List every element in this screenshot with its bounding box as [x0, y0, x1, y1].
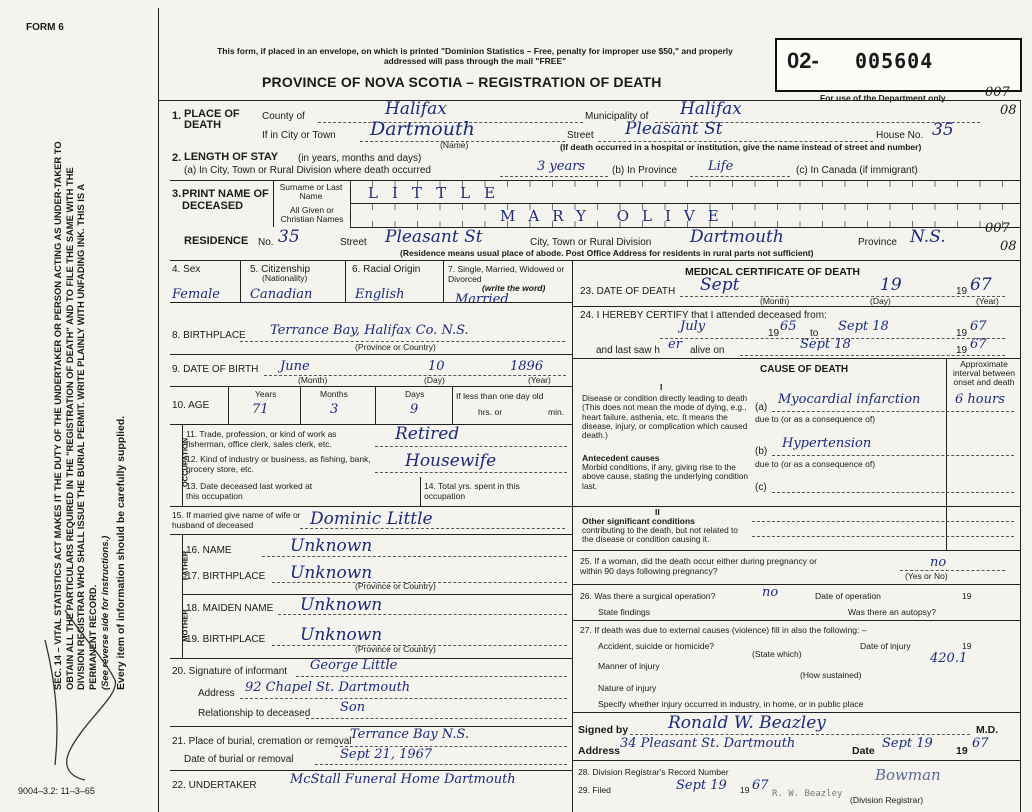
father-birth-value: Unknown — [290, 563, 373, 583]
surname-value: LITTLE — [368, 184, 510, 202]
length-stay-label: LENGTH OF STAY — [184, 151, 279, 163]
age-days-hint: Days — [405, 389, 425, 399]
occupation-label: OCCUPATION — [180, 437, 190, 488]
street-label: Street — [567, 130, 594, 141]
father-birth-label: 17. BIRTHPLACE — [186, 571, 266, 582]
margin-code-2: 08 — [1000, 103, 1017, 118]
signed-by-label: Signed by — [578, 724, 629, 736]
last-worked-label: 13. Date deceased last worked at this occupation — [186, 481, 313, 501]
alive-on-label: alive on — [690, 345, 725, 356]
yes-no-hint: (Yes or No) — [905, 571, 948, 581]
age-years-hint: Years — [255, 389, 277, 399]
age-years-value: 71 — [252, 402, 269, 417]
q27-label: 27. If death was due to external causes (violence) fill in also the following: – — [580, 625, 867, 635]
q29-label: 29. Filed — [578, 785, 611, 795]
place-num: 1. — [172, 110, 182, 122]
death-year-hint: (Year) — [976, 296, 999, 306]
last-saw-value: er — [668, 337, 682, 352]
less-one-day-label: If less than one day old — [456, 391, 544, 401]
manner-label: Manner of injury — [598, 661, 660, 671]
dob-month-value: June — [280, 359, 310, 374]
spouse-label: 15. If married give name of wife or husband of deceased — [172, 510, 301, 530]
death-day-value: 19 — [880, 275, 902, 295]
birthplace-hint: (Province or Country) — [355, 342, 436, 352]
dob-label: 9. DATE OF BIRTH — [172, 364, 259, 375]
marital-value: Married — [455, 292, 509, 307]
dept-use-label: For use of the Department only — [820, 93, 946, 103]
accident-label: Accident, suicide or homicide? — [598, 641, 715, 651]
age-months-value: 3 — [330, 402, 339, 417]
stay-a-label: (a) In City, Town or Rural Division where death occurred — [184, 165, 431, 176]
q28-label: 28. Division Registrar's Record Number — [578, 767, 729, 777]
city-value: Dartmouth — [370, 118, 475, 140]
birthplace-value: Terrance Bay, Halifax Co. N.S. — [270, 323, 469, 338]
death-day-hint: (Day) — [870, 296, 891, 306]
mother-maiden-value: Unknown — [300, 595, 383, 615]
informant-value: George Little — [310, 658, 398, 673]
md-label: M.D. — [976, 724, 999, 736]
sidebar-note: (See reverse side for instructions.) — [98, 535, 110, 690]
injury-code-value: 420.1 — [930, 651, 968, 666]
spouse-value: Dominic Little — [310, 509, 433, 529]
hrs-label: hrs. or — [478, 407, 503, 417]
approx-interval-label: Approximate interval between onset and death — [953, 359, 1015, 387]
q25-value: no — [930, 555, 947, 570]
stay-a-value: 3 years — [537, 159, 586, 174]
res-street-value: Pleasant St — [385, 227, 483, 247]
other-sig-label: Other significant conditions — [582, 516, 695, 526]
q26-label: 26. Was there a surgical operation? — [580, 591, 716, 601]
date-op-label: Date of operation — [815, 591, 881, 601]
write-word-hint: (write the word) — [482, 283, 546, 293]
county-value: Halifax — [385, 99, 447, 119]
citizenship-value: Canadian — [250, 287, 313, 302]
cause-c-label: (c) — [755, 482, 767, 493]
racial-value: English — [355, 287, 405, 302]
reg-prefix: 02- — [787, 48, 819, 73]
antecedent-label: Antecedent causes — [582, 453, 660, 463]
date-injury-19: 19 — [962, 641, 972, 651]
registrar-stamp: R. W. Beazley — [772, 789, 843, 799]
cause-a-label: (a) — [755, 402, 768, 413]
due-to-1: due to (or as a consequence of) — [755, 414, 876, 424]
racial-label: 6. Racial Origin — [352, 264, 421, 275]
cause-of-death-title: CAUSE OF DEATH — [760, 364, 849, 375]
hospital-hint: (If death occurred in a hospital or institution, give the name instead of street and number) — [560, 142, 922, 152]
residence-hint: (Residence means usual place of abode. Post Office Address for residents in rural parts not sufficient) — [400, 248, 814, 258]
mother-birth-value: Unknown — [300, 625, 383, 645]
residence-label: RESIDENCE — [184, 235, 249, 247]
res-city-value: Dartmouth — [690, 227, 784, 247]
name-hint: (Name) — [440, 140, 469, 150]
dob-year-hint: (Year) — [528, 375, 551, 385]
sidebar-signature-scrawl — [25, 600, 145, 790]
alive-on-19: 19 — [956, 345, 968, 356]
place-of-death-label: PLACE OF DEATH — [184, 108, 240, 131]
res-street-label: Street — [340, 237, 367, 248]
industry-value: Housewife — [405, 451, 497, 471]
margin-code-1: 007 — [985, 85, 1010, 100]
death-year-19: 19 — [956, 286, 968, 297]
sig-date-19: 19 — [956, 745, 968, 757]
trade-value: Retired — [395, 424, 460, 444]
res-no-value: 35 — [278, 227, 300, 247]
age-days-value: 9 — [410, 402, 419, 417]
filed-19: 19 — [740, 785, 750, 795]
margin-code-4: 08 — [1000, 239, 1017, 254]
house-no-value: 35 — [932, 120, 954, 140]
attend-to-value: Sept 18 — [838, 319, 889, 334]
informant-address-label: Address — [198, 688, 235, 699]
signed-by-value: Ronald W. Beazley — [668, 713, 826, 733]
last-saw-label: and last saw h — [596, 345, 660, 356]
stay-b-value: Life — [708, 159, 734, 174]
form-title: PROVINCE OF NOVA SCOTIA – REGISTRATION OF DEATH — [262, 74, 662, 90]
autopsy-label: Was there an autopsy? — [848, 607, 937, 617]
alive-on-yr: 67 — [970, 337, 987, 352]
div-reg-label: (Division Registrar) — [850, 795, 924, 805]
father-name-label: 16. NAME — [186, 545, 232, 556]
cause-direct-label: Disease or condition directly leading to death (This does not mean the mode of dying, e.g., heart failure, asthenia, etc. It means the disease, injury, or complication which caused death.) — [582, 393, 748, 441]
death-month-hint: (Month) — [760, 296, 790, 306]
street-value: Pleasant St — [625, 119, 723, 139]
burial-place-value: Terrance Bay N.S. — [350, 727, 470, 742]
sidebar-footer: Every item of information should be carefully supplied. — [114, 415, 127, 690]
date-injury-label: Date of injury — [860, 641, 911, 651]
stay-hint: (in years, months and days) — [298, 153, 422, 164]
due-to-2: due to (or as a consequence of) — [755, 459, 876, 469]
informant-address-value: 92 Chapel St. Dartmouth — [245, 680, 411, 695]
stay-b-label: (b) In Province — [612, 165, 678, 176]
house-no-label: House No. — [876, 130, 924, 141]
given-label: All Given or Christian Names — [280, 205, 344, 224]
undertaker-label: 22. UNDERTAKER — [172, 780, 257, 791]
cause-a-value: Myocardial infarction — [778, 392, 921, 407]
mail-notice: This form, if placed in an envelope, on which is printed "Dominion Statistics – Free, penalty for improper use $50," and properly addressed will pass through the mail "FREE" — [217, 46, 733, 66]
res-prov-value: N.S. — [910, 227, 946, 247]
min-label: min. — [548, 407, 565, 417]
relationship-label: Relationship to deceased — [198, 708, 311, 719]
q26-value: no — [762, 585, 779, 600]
medical-cert-title: MEDICAL CERTIFICATE OF DEATH — [685, 266, 860, 278]
print-name-label: PRINT NAME OF DECEASED — [182, 188, 269, 212]
attend-from-value: July — [680, 319, 706, 334]
burial-date-value: Sept 21, 1967 — [340, 747, 433, 762]
dob-month-hint: (Month) — [298, 375, 328, 385]
other-sig-text: contributing to the death, but not related to the disease or condition causing it. — [582, 525, 738, 544]
mother-birth-label: 19. BIRTHPLACE — [186, 634, 266, 645]
cause-b-value: Hypertension — [782, 436, 872, 451]
how-sustained-hint: (How sustained) — [800, 670, 862, 680]
registrar-signature: Bowman — [875, 766, 941, 784]
res-prov-label: Province — [858, 237, 897, 248]
sig-address-value: 34 Pleasant St. Dartmouth — [620, 736, 796, 751]
dob-year-value: 1896 — [510, 359, 544, 374]
attend-from-yr: 65 — [780, 319, 797, 334]
to-label: to — [810, 328, 819, 339]
death-month-value: Sept — [700, 275, 740, 295]
antecedent-text: Morbid conditions, if any, giving rise to the above cause, stating the underlying condition last. — [582, 462, 749, 491]
registration-number-box — [775, 38, 1022, 92]
date-death-label: 23. DATE OF DEATH — [580, 286, 676, 297]
total-yrs-label: 14. Total yrs. spent in this occupation — [424, 481, 520, 501]
mother-birth-hint: (Province or Country) — [355, 644, 436, 654]
sig-date-value: Sept 19 — [882, 736, 933, 751]
state-findings-label: State findings — [598, 607, 651, 617]
stay-c-label: (c) In Canada (if immigrant) — [796, 165, 918, 176]
sidebar-text: SEC. 14 – VITAL STATISTICS ACT MAKES IT THE DUTY OF THE UNDERTAKER OR PERSON ACTING AS UNDER-TAKER TO OBTAIN ALL THE PARTICULARS REQUIRED IN THE "REGISTRATION OF DEATH" AND TO FILE THE SAME WITH THE DIVISION REGISTRAR WHO SHALL ISSUE THE BURIAL PERMIT. WRITE PLAINLY WITH UNFADING INK. THIS IS A PERMANENT RECORD. — [52, 141, 99, 690]
state-which-hint: (State which) — [752, 649, 802, 659]
burial-date-label: Date of burial or removal — [184, 754, 294, 765]
dob-day-hint: (Day) — [424, 375, 445, 385]
birthplace-label: 8. BIRTHPLACE — [172, 330, 246, 341]
certify-label: 24. I HEREBY CERTIFY that I attended deceased from: — [580, 310, 827, 321]
given-value: MARY OLIVE — [500, 207, 732, 225]
stay-num: 2. — [172, 152, 182, 164]
printer-code: 9004–3.2: 11–3–65 — [18, 786, 95, 796]
industry-label: 12. Kind of industry or business, as fishing, bank, grocery store, etc. — [186, 454, 371, 474]
mother-label: MOTHER — [180, 609, 190, 642]
filed-yr-value: 67 — [752, 778, 769, 793]
reg-number: 005604 — [855, 49, 934, 73]
specify-label: Specify whether injury occurred in industry, in home, or in public place — [598, 699, 864, 709]
municipality-label: Municipality of — [585, 111, 649, 122]
margin-code-3: 007 — [985, 221, 1010, 236]
nationality-hint: (Nationality) — [262, 273, 308, 283]
q25-label: 25. If a woman, did the death occur either during pregnancy or within 90 days following pregnancy? — [580, 556, 817, 576]
trade-label: 11. Trade, profession, or kind of work as fisherman, office clerk, sales clerk, etc. — [186, 429, 337, 449]
part-two-label: II — [655, 507, 660, 517]
sig-address-label: Address — [578, 745, 621, 757]
father-name-value: Unknown — [290, 536, 373, 556]
alive-on-value: Sept 18 — [800, 337, 851, 352]
city-town-label: If in City or Town — [262, 130, 336, 141]
attend-from-19: 19 — [768, 328, 780, 339]
citizenship-label: 5. Citizenship — [250, 264, 311, 275]
attend-to-19: 19 — [956, 328, 968, 339]
mother-maiden-label: 18. MAIDEN NAME — [186, 603, 274, 614]
surname-label: Surname or Last Name — [279, 182, 343, 201]
county-label: County of — [262, 111, 305, 122]
dob-day-value: 10 — [428, 359, 445, 374]
sex-label: 4. Sex — [172, 264, 201, 275]
death-year-value: 67 — [970, 275, 992, 295]
form-number: FORM 6 — [26, 22, 64, 33]
res-city-label: City, Town or Rural Division — [530, 237, 652, 248]
filed-value: Sept 19 — [676, 778, 727, 793]
interval-a-value: 6 hours — [955, 392, 1005, 407]
part-one-label: I — [660, 382, 663, 392]
undertaker-value: McStall Funeral Home Dartmouth — [290, 772, 516, 787]
father-birth-hint: (Province or Country) — [355, 581, 436, 591]
sig-year-value: 67 — [972, 736, 989, 751]
sex-value: Female — [172, 287, 220, 302]
nature-label: Nature of injury — [598, 683, 657, 693]
informant-label: 20. Signature of informant — [172, 666, 288, 677]
relationship-value: Son — [340, 700, 366, 715]
name-num: 3. — [172, 188, 182, 200]
father-label: FATHER — [180, 550, 190, 581]
municipality-value: Halifax — [680, 99, 742, 119]
age-months-hint: Months — [320, 389, 348, 399]
attend-to-yr: 67 — [970, 319, 987, 334]
date-op-19: 19 — [962, 591, 972, 601]
cause-b-label: (b) — [755, 446, 768, 457]
res-no-label: No. — [258, 237, 274, 248]
sig-date-label: Date — [852, 745, 875, 757]
age-label: 10. AGE — [172, 400, 210, 411]
marital-label: 7. Single, Married, Widowed or Divorced — [448, 264, 565, 284]
burial-place-label: 21. Place of burial, cremation or removal — [172, 736, 352, 747]
